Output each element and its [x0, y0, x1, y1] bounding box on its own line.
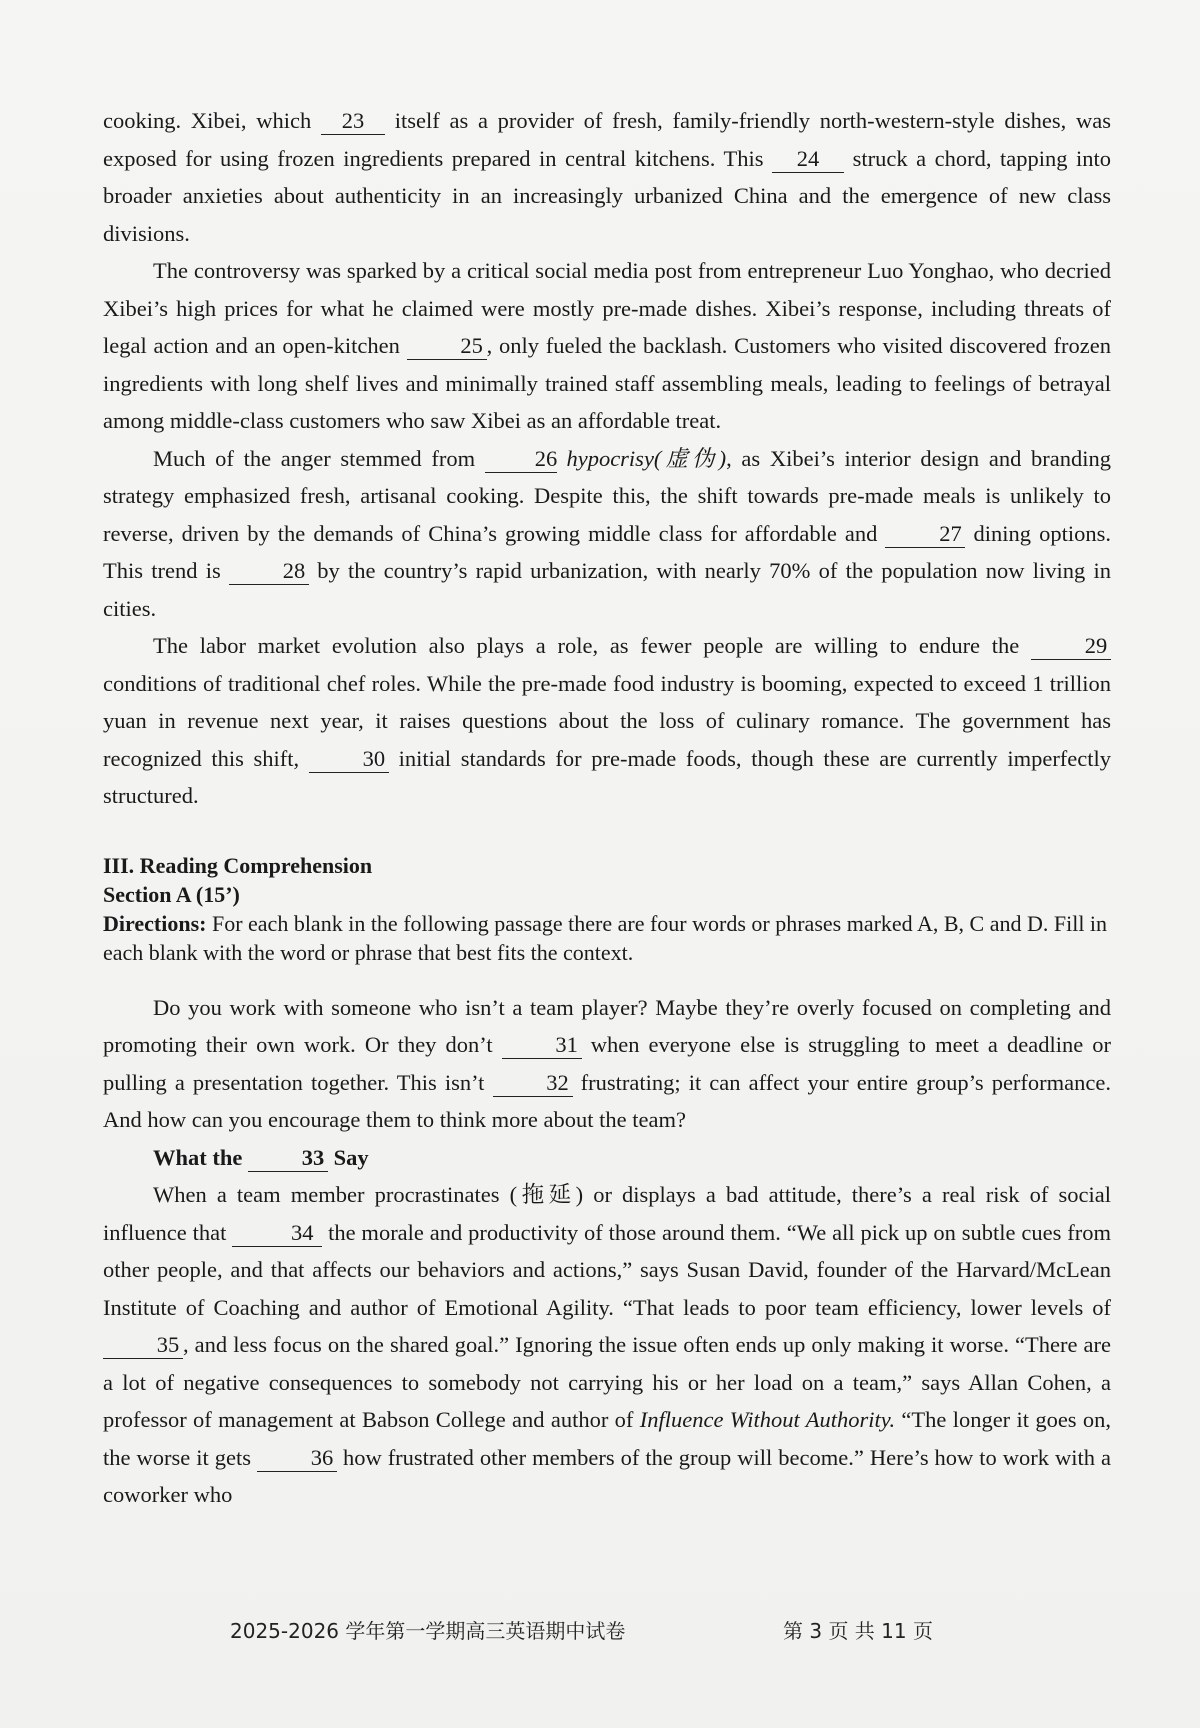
spacer [103, 967, 1111, 989]
text-run: Say [333, 1144, 369, 1170]
paragraph-5 [103, 989, 1111, 1139]
blank-33[interactable]: 33 [248, 1145, 328, 1172]
blank-32[interactable]: 32 [493, 1070, 573, 1097]
blank-26[interactable]: 26 [485, 446, 557, 473]
blank-34[interactable]: 34 [232, 1220, 322, 1247]
spacer [103, 815, 1111, 851]
text-run: the morale and productivity of those around them. “We all pick up on subtle cues from other people, and that affects our behaviors and actions,” says Susan David, founder of the Harvard/McLean Institute of Coaching and author of Emotional Agility. “That leads to poor team efficiency, lower levels of [103, 1219, 1112, 1320]
blank-25[interactable]: 25 [407, 333, 487, 360]
text-run: when everyone else is struggling to meet a deadline or pulling a presentation together. This isn’t [103, 1032, 1111, 1095]
section-heading: III. Reading Comprehension [103, 852, 373, 878]
italic-title: Influence Without Authority. [639, 1407, 896, 1432]
text-run: struck a chord, tapping into broader anxieties about authenticity in an increasingly urbanized China and the emergence of new class divisions. [103, 145, 1112, 246]
text-run: dining options. This trend is [103, 520, 1112, 583]
text-run: , as Xibei’s interior design and branding strategy emphasized fresh, artisanal cooking. Despite this, the shift towards pre-made meals is unlikely to reverse, driven by the demands of China’s growing middle class for affordable and [103, 445, 1111, 546]
blank-23[interactable]: 23 [321, 108, 385, 135]
section-subheading: Section A (15’) [103, 881, 240, 907]
text-run: conditions of traditional chef roles. While the pre-made food industry is booming, expected to exceed 1 trillion yuan in revenue next year, it raises questions about the loss of culinary romance. The government has recognized this shift, [103, 670, 1111, 771]
text-run: Do you work with someone who isn’t a team player? Maybe they’re overly focused on completing and promoting their own work. Or they don’t [103, 994, 1111, 1057]
page-content [103, 102, 1111, 1514]
text-run: by the country’s rapid urbanization, with nearly 70% of the population now living in cities. [103, 558, 1112, 621]
subhead-what-the-say [103, 1139, 1111, 1177]
text-run: , only fueled the backlash. Customers who visited discovered frozen ingredients with long shelf lives and minimally trained staff assembling meals, leading to feelings of betrayal among middle-class customers who saw Xibei as an affordable treat. [103, 333, 1112, 433]
text-run: What the [153, 1144, 243, 1170]
text-run: frustrating; it can affect your entire group’s performance. And how can you encourage them to think more about the team? [103, 1069, 1111, 1132]
paragraph-6 [103, 1176, 1111, 1514]
blank-30[interactable]: 30 [309, 746, 389, 773]
text-run: , and less focus on the shared goal.” Ignoring the issue often ends up only making it worse. “There are a lot of negative consequences to somebody not carrying his or her load on a team,” says Allan Cohen, a professor of management at Babson College and author of [103, 1332, 1111, 1432]
text-run: itself as a provider of fresh, family-friendly north-western-style dishes, was exposed for using frozen ingredients prepared in central kitchens. This [103, 108, 1111, 171]
text-run: initial standards for pre-made foods, though these are currently imperfectly structured. [103, 745, 1112, 808]
paragraph-3 [103, 440, 1111, 628]
exam-title: 2025-2026 学年第一学期高三英语期中试卷 [230, 1619, 626, 1643]
blank-28[interactable]: 28 [229, 558, 309, 585]
text-run: When a team member procrastinates (拖延) or displays a bad attitude, there’s a real risk of social influence that [103, 1182, 1111, 1245]
blank-29[interactable]: 29 [1031, 633, 1111, 660]
text-run: The controversy was sparked by a critical social media post from entrepreneur Luo Yonghao, who decried Xibei’s high prices for what he claimed were mostly pre-made dishes. Xibei’s response, including threats of legal action and an open-kitchen [103, 258, 1111, 358]
blank-27[interactable]: 27 [885, 521, 965, 548]
italic-term: hypocrisy(虚伪) [566, 445, 727, 471]
paragraph-4 [103, 627, 1111, 815]
paragraph-2 [103, 252, 1111, 440]
directions-text: For each blank in the following passage there are four words or phrases marked A, B, C and D. Fill in each blank with the word or phrase that best fits the context. [103, 910, 1108, 965]
text-run: Much of the anger stemmed from [153, 445, 476, 471]
blank-35[interactable]: 35 [103, 1332, 183, 1359]
directions-label: Directions: [103, 910, 207, 936]
page-number: 第 3 页 共 11 页 [783, 1619, 933, 1643]
blank-36[interactable]: 36 [257, 1445, 337, 1472]
text-run: “The longer it goes on, the worse it gets [103, 1407, 1112, 1470]
text-run: how frustrated other members of the group will become.” Here’s how to work with a coworker who [103, 1444, 1112, 1507]
blank-24[interactable]: 24 [772, 146, 844, 173]
blank-31[interactable]: 31 [502, 1032, 582, 1059]
text-run: cooking. Xibei, which [103, 108, 312, 133]
directions [103, 909, 1111, 967]
text-run: The labor market evolution also plays a role, as fewer people are willing to endure the [153, 633, 1020, 658]
paragraph-1 [103, 102, 1111, 252]
